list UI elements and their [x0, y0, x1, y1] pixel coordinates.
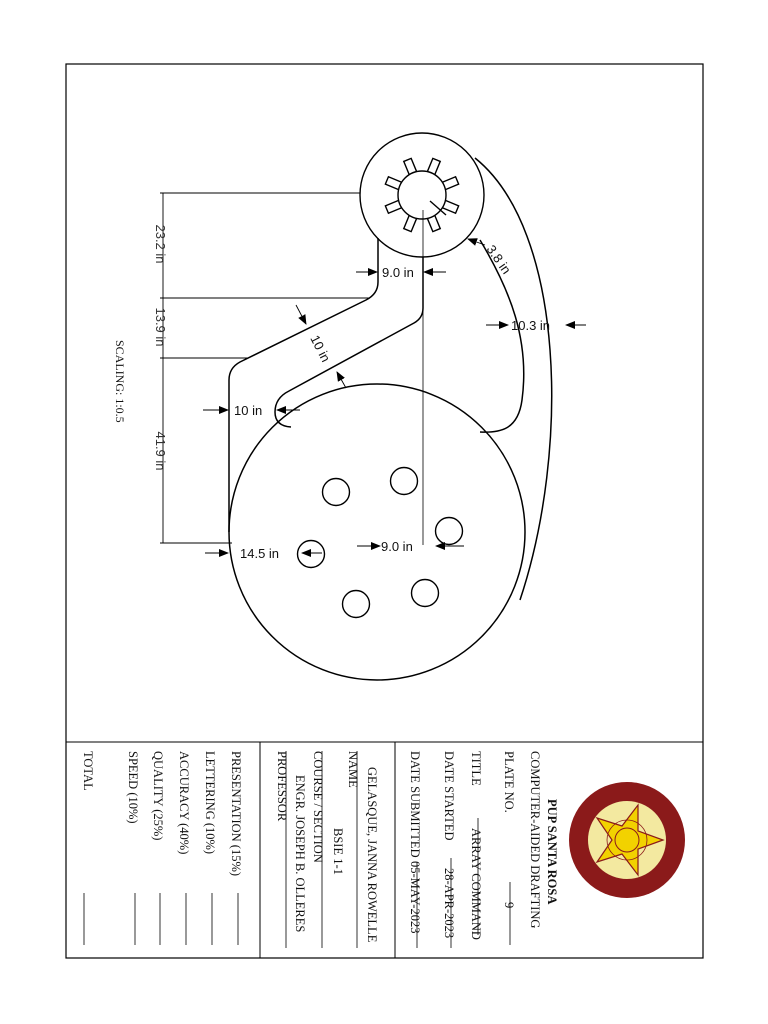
dim-10-diag: 10 in	[307, 332, 334, 365]
date-started-label: DATE STARTED	[442, 751, 456, 841]
dim-14-5: 14.5 in	[240, 546, 280, 561]
criteria-presentation: PRESENTATION (15%)	[229, 751, 243, 877]
criteria-quality: QUALITY (25%)	[151, 751, 165, 841]
plate-no-label: PLATE NO.	[502, 751, 516, 813]
date-submitted-label: DATE SUBMITTED	[408, 751, 422, 858]
criteria-speed: SPEED (10%)	[126, 751, 140, 824]
large-wheel-circle	[229, 384, 525, 680]
spline-gear	[385, 158, 458, 231]
total-label: TOTAL	[81, 751, 95, 791]
dimension-lines	[160, 193, 586, 553]
dim-9-0-bottom: 9.0 in	[381, 539, 413, 554]
pup-logo	[569, 782, 685, 898]
section-value: BSIE 1-1	[331, 828, 345, 875]
name-label: NAME	[346, 751, 360, 788]
title-value: ARRAY COMMAND	[469, 828, 483, 940]
date-submitted-value: 05-MAY-2023	[408, 861, 422, 934]
dim-10-in: 10 in	[234, 403, 263, 418]
arm-inner-outline	[275, 257, 423, 427]
dim-3-8: 3.8 in	[483, 242, 515, 277]
professor-value: ENGR. JOSEPH B. OLLERES	[293, 775, 307, 933]
section-label: COURSE / SECTION	[311, 751, 325, 863]
plate-no-value: 9	[502, 902, 516, 909]
criteria-lettering: LETTERING (10%)	[203, 751, 217, 855]
scaling-note: SCALING: 1:0.5	[113, 340, 127, 423]
course-name: COMPUTER-AIDED DRAFTING	[528, 751, 542, 929]
date-started-value: 28-APR-2023	[442, 868, 456, 939]
criteria-accuracy: ACCURACY (40%)	[177, 751, 191, 855]
school-name: PUP SANTA ROSA	[545, 799, 559, 905]
dim-23-2: 23.2 in	[153, 224, 168, 264]
dim-10-3: 10.3 in	[511, 318, 551, 333]
cad-drawing	[113, 133, 586, 680]
student-name: GELASQUE, JANNA ROWELLE	[365, 767, 379, 943]
professor-label: PROFESSOR	[275, 751, 289, 822]
dim-9-0-top: 9.0 in	[382, 265, 414, 280]
title-block	[81, 742, 685, 958]
array-holes	[298, 468, 463, 618]
dim-13-9: 13.9 in	[153, 307, 168, 347]
outer-arc	[475, 158, 552, 600]
dim-41-9: 41.9 in	[153, 431, 168, 471]
title-label: TITLE	[469, 751, 483, 786]
